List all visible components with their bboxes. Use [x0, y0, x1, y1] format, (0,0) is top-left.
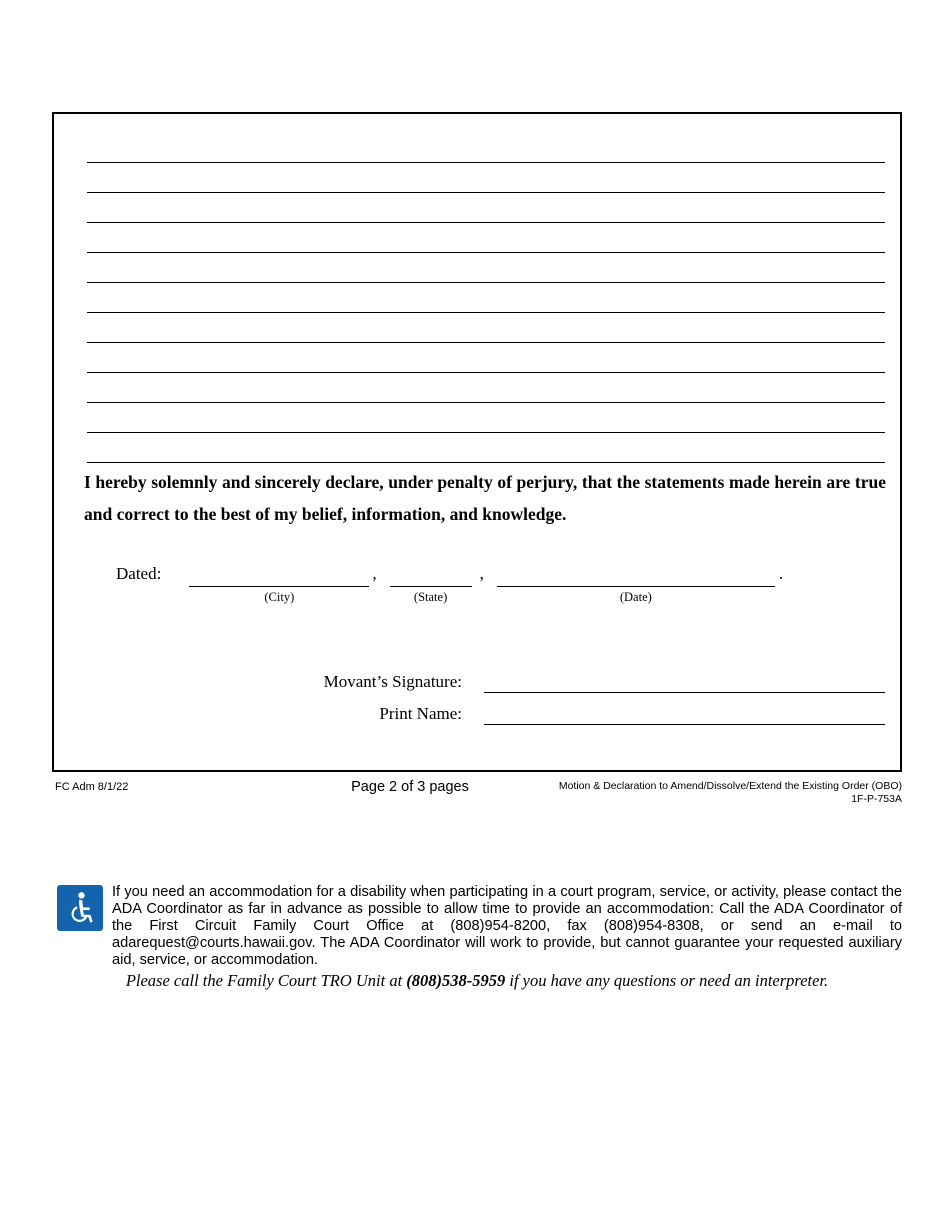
- dated-row: [116, 562, 783, 604]
- date-input-line[interactable]: [497, 562, 775, 587]
- date-field: [497, 562, 775, 604]
- movant-signature-row: [136, 670, 885, 693]
- movant-signature-line[interactable]: [484, 670, 885, 693]
- comma-after-city: ,: [372, 564, 377, 583]
- ruled-line[interactable]: [87, 373, 885, 403]
- form-title: Motion & Declaration to Amend/Dissolve/Extend the Existing Order (OBO): [558, 780, 902, 792]
- ruled-line[interactable]: [87, 283, 885, 313]
- form-number: 1F-P-753A: [851, 792, 902, 805]
- ruled-line[interactable]: [87, 313, 885, 343]
- declaration-box: [52, 112, 902, 772]
- city-input-line[interactable]: [189, 562, 369, 587]
- print-name-row: [136, 702, 885, 725]
- print-name-label: Print Name:: [379, 704, 462, 723]
- dated-label: Dated:: [116, 564, 162, 583]
- form-identifier: [482, 780, 902, 805]
- ruled-line[interactable]: [87, 133, 885, 163]
- ruled-line[interactable]: [87, 253, 885, 283]
- state-caption: (State): [413, 590, 448, 604]
- tro-unit-notice: [52, 971, 902, 991]
- tro-notice-prefix: Please call the Family Court TRO Unit at: [125, 971, 407, 990]
- tro-notice-suffix: if you have any questions or need an interpreter.: [505, 971, 829, 990]
- period-after-date: .: [778, 564, 784, 583]
- movant-signature-label: Movant’s Signature:: [323, 672, 462, 691]
- ada-notice: If you need an accommodation for a disability when participating in a court program, service, or activity, please contact the ADA Coordinator as far in advance as possible to allow time to provide an accommodation: Call the ADA Coordinator of the First Circuit Family Court Office at (808)954-8200, fax (808)954-8308, or send an e-mail to adarequest@courts.hawaii.gov. The ADA Coordinator will work to provide, but cannot guarantee your requested auxiliary aid, service, or accommodation.: [112, 884, 902, 968]
- state-field: [390, 562, 472, 604]
- ruled-line[interactable]: [87, 193, 885, 223]
- ruled-line[interactable]: [87, 223, 885, 253]
- ruled-line[interactable]: [87, 403, 885, 433]
- form-revision: FC Adm 8/1/22: [55, 781, 129, 793]
- accessibility-icon: [57, 885, 103, 931]
- print-name-line[interactable]: [484, 702, 885, 725]
- state-input-line[interactable]: [390, 562, 472, 587]
- date-caption: (Date): [619, 590, 652, 604]
- ruled-line[interactable]: [87, 343, 885, 373]
- perjury-declaration: I hereby solemnly and sincerely declare, under penalty of perjury, that the statements made herein are true and correct to the best of my belief, information, and knowledge.: [84, 472, 886, 524]
- comma-after-state: ,: [479, 564, 484, 583]
- tro-phone-number: (808)538-5959: [406, 971, 506, 990]
- ruled-line[interactable]: [87, 163, 885, 193]
- ruled-line[interactable]: [87, 433, 885, 463]
- ruled-lines: [87, 133, 885, 463]
- city-caption: (City): [264, 590, 295, 604]
- page-indicator: Page 2 of 3 pages: [351, 779, 469, 795]
- city-field: [189, 562, 369, 604]
